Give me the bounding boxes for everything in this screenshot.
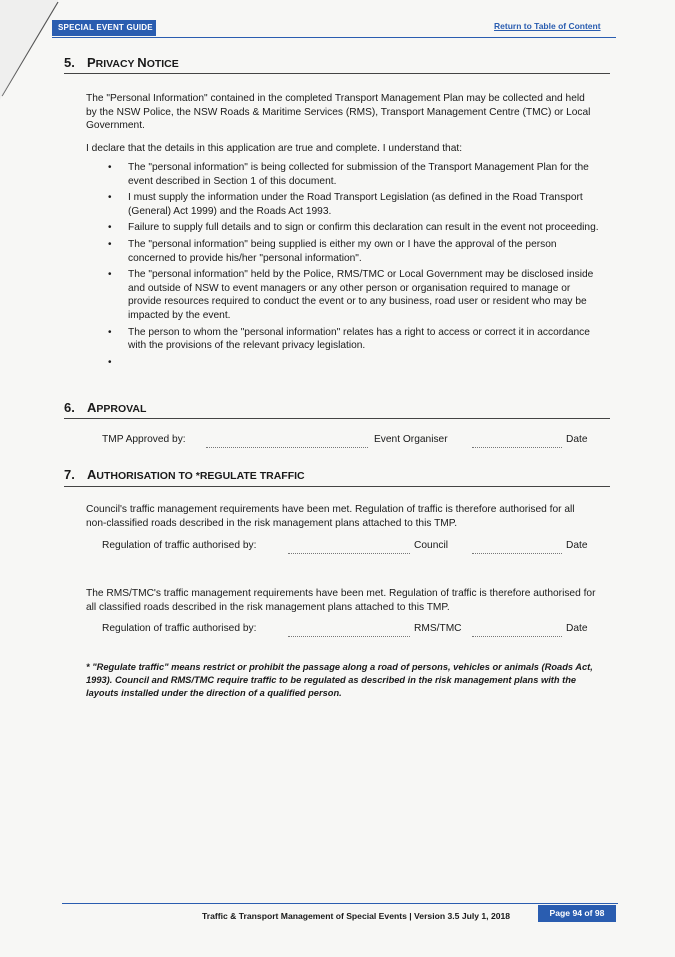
- bullet-icon: •: [108, 162, 112, 173]
- privacy-paragraph: The "Personal Information" contained in the completed Transport Management Plan may be collected and held by the NSW Police, the NSW Roads & Maritime Services (RMS), Transport Management Centre (TMC) or Local Government.: [86, 93, 591, 132]
- list-item-empty: [108, 356, 602, 369]
- header-guide-tab: SPECIAL EVENT GUIDE: [52, 20, 156, 36]
- section-5-title-part-2: OTICE: [146, 58, 179, 70]
- declaration-paragraph: I declare that the details in this application are true and complete. I understand that:: [86, 143, 463, 154]
- section-6-number: 6.: [64, 400, 75, 415]
- list-item-text: The "personal information" is being collected for submission of the Transport Management Plan for the event described in Section 1 of this document.: [128, 162, 589, 187]
- list-item-text: The "personal information" being supplied is either my own or I have the approval of the person concerned to provide his/her "personal information".: [128, 238, 557, 264]
- bullet-icon: •: [108, 326, 112, 338]
- page-number-badge: Page 94 of 98: [538, 905, 616, 922]
- footer-rule: [62, 903, 618, 904]
- list-item-text: The "personal information" held by the Police, RMS/TMC or Local Government may be disclosed inside and outside of NSW to event managers or any other person or organisation required to manage or provide resources required to conduct the event or to any business, road user or resident who may be impacted by the event.: [128, 269, 594, 321]
- section-6-title-initial: A: [87, 400, 97, 415]
- rms-authorised-label: Regulation of traffic authorised by:: [102, 623, 257, 634]
- approval-row: [98, 434, 598, 450]
- section-7-title-initial: A: [87, 467, 97, 482]
- council-authorised-label: Regulation of traffic authorised by:: [102, 540, 257, 551]
- section-5-number: 5.: [64, 55, 75, 70]
- rms-paragraph: The RMS/TMC's traffic management requirements have been met. Regulation of traffic is therefore authorised for all classified roads described in the risk management plans attached to this TMP.: [86, 588, 596, 613]
- tmp-approved-label: TMP Approved by:: [102, 434, 186, 445]
- list-item: [108, 268, 602, 322]
- list-item: [108, 191, 602, 218]
- rms-date-label: Date: [566, 623, 588, 634]
- section-7-rule: [64, 486, 610, 487]
- section-7-number: 7.: [64, 467, 75, 482]
- section-5-rule: [64, 73, 610, 74]
- rms-label: RMS/TMC: [414, 623, 462, 634]
- list-item: [108, 238, 602, 265]
- section-5-title-part: RIVACY: [95, 58, 138, 70]
- regulate-traffic-footnote: * "Regulate traffic" means restrict or prohibit the passage along a road of persons, vehicles or animals (Roads Act, 1993). Council and RMS/TMC require traffic to be regulated as described in the risk management plans with the layouts installed under the direction of a qualified person.: [86, 662, 593, 698]
- council-paragraph: Council's traffic management requirements have been met. Regulation of traffic is therefore authorised for all non-classified roads described in the risk management plans attached to this TMP.: [86, 504, 575, 529]
- list-item: [108, 221, 602, 235]
- approval-date-line[interactable]: [472, 447, 562, 448]
- rms-date-line[interactable]: [472, 636, 562, 637]
- council-authorisation-row: [98, 540, 598, 556]
- section-7-title-part: UTHORISATION TO *REGULATE TRAFFIC: [96, 470, 305, 482]
- list-item-text: I must supply the information under the Road Transport Legislation (as defined in the Road Transport (General) Act 1999) and the Roads Act 1993.: [128, 192, 583, 217]
- council-date-line[interactable]: [472, 553, 562, 554]
- bullet-icon: •: [108, 192, 112, 204]
- list-item: [108, 326, 602, 353]
- declaration-list: [108, 161, 602, 372]
- section-6-title-part: PPROVAL: [96, 403, 147, 415]
- header-rule: [52, 37, 616, 38]
- section-5-title-initial-2: N: [137, 55, 147, 70]
- return-to-toc-link[interactable]: Return to Table of Content: [494, 21, 601, 31]
- bullet-icon: •: [108, 269, 112, 281]
- bullet-icon: •: [108, 356, 112, 368]
- bullet-icon: •: [108, 222, 112, 234]
- section-6-rule: [64, 418, 610, 419]
- footer-title: Traffic & Transport Management of Special Events | Version 3.5 July 1, 2018: [202, 911, 511, 921]
- page-curl-decoration: [0, 0, 60, 100]
- section-5-title-initial: P: [87, 55, 96, 70]
- event-organiser-label: Event Organiser: [374, 434, 448, 445]
- rms-signature-line[interactable]: [288, 636, 410, 637]
- section-6-heading: [64, 400, 610, 415]
- tmp-approved-signature-line[interactable]: [206, 447, 368, 448]
- section-7-heading: [64, 467, 610, 482]
- list-item: [108, 161, 602, 188]
- council-label: Council: [414, 540, 448, 551]
- bullet-icon: •: [108, 238, 112, 250]
- rms-authorisation-row: [98, 623, 598, 639]
- approval-date-label: Date: [566, 434, 588, 445]
- council-date-label: Date: [566, 540, 588, 551]
- list-item-text: The person to whom the "personal information" relates has a right to access or correct it in accordance with the provisions of the relevant privacy legislation.: [128, 326, 590, 352]
- council-signature-line[interactable]: [288, 553, 410, 554]
- list-item-text: Failure to supply full details and to sign or confirm this declaration can result in the event not proceeding.: [128, 222, 599, 234]
- section-5-heading: [64, 55, 610, 70]
